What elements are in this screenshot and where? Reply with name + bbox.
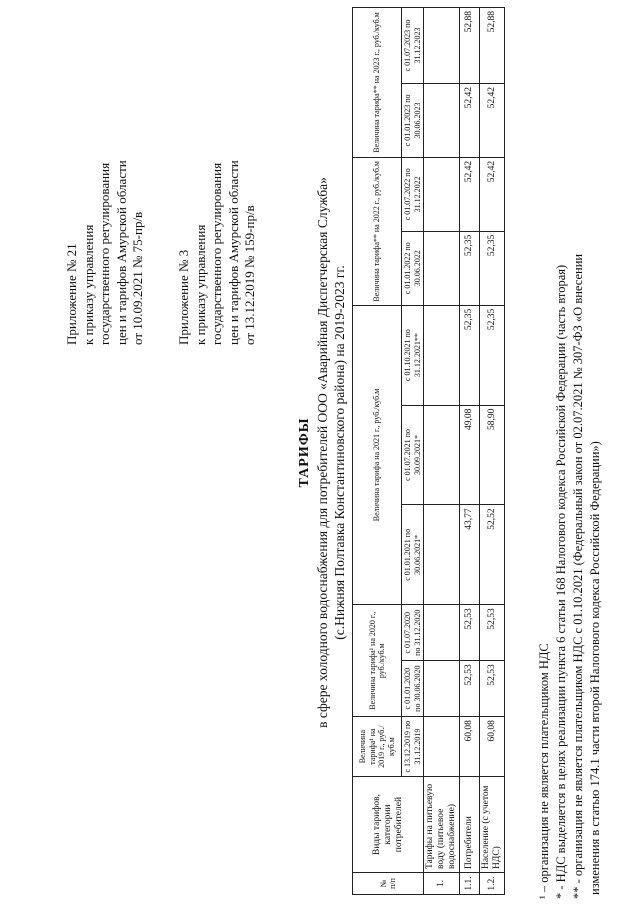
value-cell	[424, 405, 460, 505]
value-cell	[424, 605, 460, 661]
value-cell	[424, 157, 460, 231]
value-cell: 52,53	[480, 605, 505, 661]
value-cell: 52,35	[460, 305, 480, 405]
footnote: * - НДС выделяется в целях реализации пункта 6 статьи 168 Налогового кодекса Российской Федерации (часть вторая)	[554, 264, 568, 899]
period-cell: с 01.10.2021 по 31.12.2021**	[402, 305, 424, 405]
header-2022: Величина тарифа** на 2022 г., руб./куб.м	[353, 157, 402, 305]
appendix-line: к приказу управления	[80, 224, 96, 345]
header-kind: Виды тарифов, категории потребителей	[353, 777, 424, 873]
appendix-line: государственного регулирования	[97, 162, 112, 345]
value-cell	[424, 305, 460, 405]
tariff-table	[352, 7, 505, 895]
title-subtitle: в сфере холодного водоснабжения для потребителей ООО «Аварийная Диспетчерская Служба»	[315, 177, 330, 728]
appendix-line: от 10.09.2021 № 75-пр/в	[130, 211, 145, 345]
value-cell: 52,53	[460, 605, 480, 661]
row-num: 1.2.	[480, 873, 505, 895]
appendix-line: цен и тарифов Амурской области	[113, 160, 129, 345]
appendix-line: государственного регулирования	[209, 162, 224, 345]
table-row	[424, 8, 460, 895]
row-num: 1.	[424, 873, 460, 895]
value-cell	[424, 661, 460, 717]
table-header-row	[353, 8, 402, 895]
value-cell	[424, 8, 460, 84]
value-cell: 58,90	[480, 405, 505, 505]
value-cell: 52,35	[480, 231, 505, 305]
header-2019: Величина тарифа¹ на 2019 г., руб./куб.м	[353, 717, 402, 777]
table-period-row	[402, 8, 424, 895]
value-cell: 52,52	[480, 505, 505, 605]
value-cell: 52,53	[460, 661, 480, 717]
value-cell: 52,42	[480, 83, 505, 157]
period-cell: с 01.01.2020 по 30.06.2020	[402, 661, 424, 717]
row-name: Население (с учетом НДС)	[480, 777, 505, 873]
value-cell: 52,42	[480, 157, 505, 231]
value-cell	[424, 231, 460, 305]
header-2021: Величина тарифа на 2021 г., руб./куб.м	[353, 305, 402, 605]
appendix-line: от 13.12.2019 № 159-пр/в	[242, 205, 257, 345]
row-name: Потребители	[460, 777, 480, 873]
appendix-line: Приложение № 3	[176, 249, 191, 345]
period-cell: с 01.07.2020 по 31.12.2020	[402, 605, 424, 661]
header-2020: Величина тарифа¹ на 2020 г., руб./куб.м	[353, 605, 402, 717]
value-cell: 52,42	[460, 157, 480, 231]
value-cell: 52,42	[460, 83, 480, 157]
period-cell: с 01.01.2022 по 30.06.2022	[402, 231, 424, 305]
value-cell: 52,88	[460, 8, 480, 84]
footnotes	[536, 9, 604, 899]
document-title	[296, 0, 348, 905]
value-cell: 49,08	[460, 405, 480, 505]
value-cell: 52,35	[460, 231, 480, 305]
footnote: изменения в статью 174.1 части второй Налогового кодекса Российской Федерации»)	[588, 441, 602, 895]
period-cell: с 01.01.2021 по 30.06.2021*	[402, 505, 424, 605]
row-num: 1.1.	[460, 873, 480, 895]
value-cell	[424, 717, 460, 777]
value-cell: 60,08	[460, 717, 480, 777]
value-cell: 60,08	[480, 717, 505, 777]
appendix-line: цен и тарифов Амурской области	[225, 160, 241, 345]
footnote: ¹ – организация не является плательщиком НДС	[537, 643, 551, 899]
table-row	[460, 8, 480, 895]
row-name: Тарифы на питьевую воду (питьевое водоснабжение)	[424, 777, 460, 873]
header-num: № п/п	[353, 873, 424, 895]
header-2023: Величина тарифа** на 2023 г., руб./куб.м	[353, 8, 402, 158]
period-cell: с 13.12.2019 по 31.12.2019	[402, 717, 424, 777]
value-cell: 52,88	[480, 8, 505, 84]
value-cell	[424, 83, 460, 157]
appendix-note-3	[176, 160, 259, 345]
appendix-note-21	[64, 160, 147, 345]
period-cell: с 01.07.2023 по 31.12.2023	[402, 8, 424, 84]
title-location: (с.Нижняя Полтавка Константиновского района) на 2019-2023 гг.	[332, 265, 347, 640]
period-cell: с 01.07.2021 по 30.09.2021*	[402, 405, 424, 505]
value-cell: 52,53	[480, 661, 505, 717]
value-cell	[424, 505, 460, 605]
footnote: ** - организация не является плательщиком НДС с 01.10.2021 (Федеральный закон от 02.07.2021 № 307-ФЗ «О внесении	[571, 253, 585, 899]
value-cell: 52,35	[480, 305, 505, 405]
table-row	[480, 8, 505, 895]
appendix-line: Приложение № 21	[64, 243, 79, 345]
title-main: ТАРИФЫ	[297, 417, 312, 488]
appendix-line: к приказу управления	[192, 224, 208, 345]
value-cell: 43,77	[460, 505, 480, 605]
period-cell: с 01.01.2023 по 30.06.2023	[402, 83, 424, 157]
period-cell: с 01.07.2022 по 31.12.2022	[402, 157, 424, 231]
